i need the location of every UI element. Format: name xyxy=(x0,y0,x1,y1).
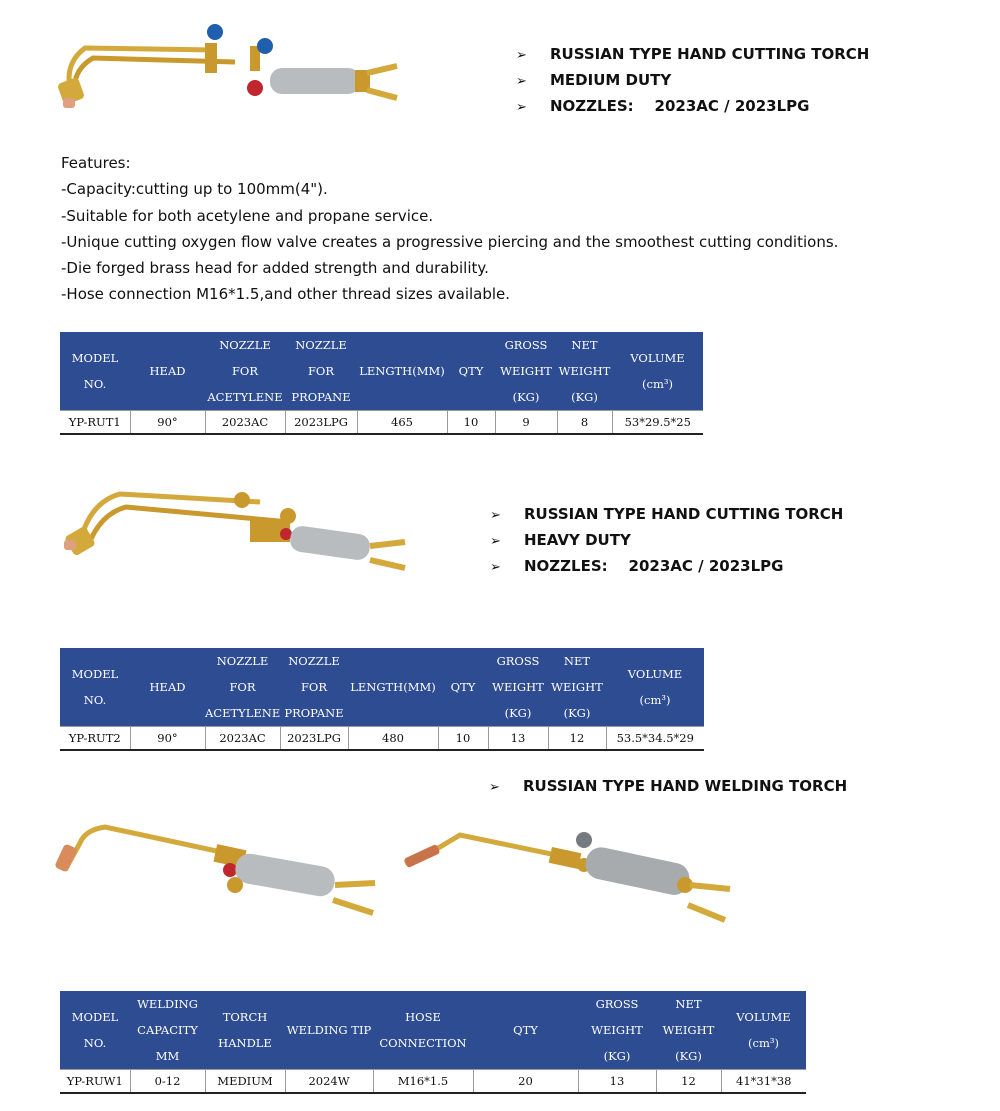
header-net-weight: NET WEIGHT (KG) xyxy=(548,648,606,727)
header-volume: VOLUME (cm³) xyxy=(721,991,806,1070)
cell-head: 90° xyxy=(130,411,205,435)
header-net-weight: NET WEIGHT (KG) xyxy=(557,332,612,411)
cell-nozzle-acetylene: 2023AC xyxy=(205,727,280,751)
cell-net-weight: 8 xyxy=(557,411,612,435)
bullet-item: ➢ RUSSIAN TYPE HAND CUTTING TORCH xyxy=(516,41,869,67)
header-torch-handle: TORCH HANDLE xyxy=(205,991,285,1070)
arrow-icon: ➢ xyxy=(516,74,527,89)
product3-bullets xyxy=(489,773,847,799)
spec-table-ruw1 xyxy=(60,991,806,1094)
cell-gross-weight: 9 xyxy=(495,411,557,435)
spec-table-rut1 xyxy=(60,332,703,435)
cell-model: YP-RUW1 xyxy=(60,1070,130,1094)
header-gross-weight: GROSS WEIGHT (KG) xyxy=(495,332,557,411)
cell-welding-capacity: 0-12 xyxy=(130,1070,205,1094)
feature-item: -Hose connection M16*1.5,and other thread sizes available. xyxy=(61,285,511,304)
arrow-icon: ➢ xyxy=(490,534,501,549)
table-row xyxy=(60,1070,806,1094)
table-header-row xyxy=(60,648,704,727)
cell-net-weight: 12 xyxy=(656,1070,721,1094)
feature-item: -Unique cutting oxygen flow valve creates a progressive piercing and the smoothest cutting conditions. xyxy=(61,232,839,251)
feature-item: -Suitable for both acetylene and propane service. xyxy=(61,206,434,225)
header-gross-weight: GROSS WEIGHT (KG) xyxy=(488,648,548,727)
bullet-item: ➢ HEAVY DUTY xyxy=(490,527,843,553)
bullet-item: ➢ NOZZLES: 2023AC / 2023LPG xyxy=(490,553,843,579)
cell-volume: 41*31*38 xyxy=(721,1070,806,1094)
bullet-item: ➢ RUSSIAN TYPE HAND WELDING TORCH xyxy=(489,773,847,799)
product2-bullets xyxy=(490,501,843,579)
cell-net-weight: 12 xyxy=(548,727,606,751)
features-title: Features: xyxy=(61,154,131,172)
product1-bullets xyxy=(516,41,869,119)
arrow-icon: ➢ xyxy=(489,780,500,795)
header-head: HEAD xyxy=(130,648,205,727)
spec-table-rut2 xyxy=(60,648,704,751)
header-model: MODEL NO. xyxy=(60,332,130,411)
cell-nozzle-propane: 2023LPG xyxy=(280,727,348,751)
cell-qty: 10 xyxy=(438,727,488,751)
feature-item: -Die forged brass head for added strength and durability. xyxy=(61,259,489,278)
header-welding-tip: WELDING TIP xyxy=(285,991,373,1070)
welding-torch-image-2 xyxy=(400,805,740,940)
cell-torch-handle: MEDIUM xyxy=(205,1070,285,1094)
header-qty: QTY xyxy=(447,332,495,411)
cell-welding-tip: 2024W xyxy=(285,1070,373,1094)
cell-gross-weight: 13 xyxy=(488,727,548,751)
arrow-icon: ➢ xyxy=(516,48,527,63)
cell-model: YP-RUT1 xyxy=(60,411,130,435)
cell-nozzle-propane: 2023LPG xyxy=(285,411,357,435)
cell-hose-connection: M16*1.5 xyxy=(373,1070,473,1094)
table-row xyxy=(60,727,704,751)
table-row xyxy=(60,411,703,435)
bullet-item: ➢ NOZZLES: 2023AC / 2023LPG xyxy=(516,93,869,119)
header-gross-weight: GROSS WEIGHT (KG) xyxy=(578,991,656,1070)
header-length: LENGTH(MM) xyxy=(348,648,438,727)
header-model: MODEL NO. xyxy=(60,991,130,1070)
header-nozzle-acetylene: NOZZLE FOR ACETYLENE xyxy=(205,648,280,727)
arrow-icon: ➢ xyxy=(490,508,501,523)
header-volume: VOLUME (cm³) xyxy=(606,648,704,727)
header-head: HEAD xyxy=(130,332,205,411)
table-header-row xyxy=(60,332,703,411)
header-volume: VOLUME (cm³) xyxy=(612,332,703,411)
header-qty: QTY xyxy=(473,991,578,1070)
header-nozzle-propane: NOZZLE FOR PROPANE xyxy=(280,648,348,727)
bullet-item: ➢ MEDIUM DUTY xyxy=(516,67,869,93)
cell-head: 90° xyxy=(130,727,205,751)
cutting-torch-heavy-image xyxy=(60,472,420,592)
table-header-row xyxy=(60,991,806,1070)
header-welding-capacity: WELDING CAPACITY MM xyxy=(130,991,205,1070)
header-nozzle-propane: NOZZLE FOR PROPANE xyxy=(285,332,357,411)
cell-model: YP-RUT2 xyxy=(60,727,130,751)
features-list xyxy=(61,150,838,308)
arrow-icon: ➢ xyxy=(516,100,527,115)
cell-volume: 53*29.5*25 xyxy=(612,411,703,435)
header-nozzle-acetylene: NOZZLE FOR ACETYLENE xyxy=(205,332,285,411)
cell-gross-weight: 13 xyxy=(578,1070,656,1094)
header-qty: QTY xyxy=(438,648,488,727)
cutting-torch-medium-image xyxy=(55,18,415,118)
header-model: MODEL NO. xyxy=(60,648,130,727)
cell-length: 480 xyxy=(348,727,438,751)
welding-torch-image-1 xyxy=(55,805,385,925)
cell-length: 465 xyxy=(357,411,447,435)
bullet-item: ➢ RUSSIAN TYPE HAND CUTTING TORCH xyxy=(490,501,843,527)
cell-qty: 10 xyxy=(447,411,495,435)
header-net-weight: NET WEIGHT (KG) xyxy=(656,991,721,1070)
cell-qty: 20 xyxy=(473,1070,578,1094)
header-hose-connection: HOSE CONNECTION xyxy=(373,991,473,1070)
feature-item: -Capacity:cutting up to 100mm(4"). xyxy=(61,180,328,199)
cell-volume: 53.5*34.5*29 xyxy=(606,727,704,751)
arrow-icon: ➢ xyxy=(490,560,501,575)
header-length: LENGTH(MM) xyxy=(357,332,447,411)
cell-nozzle-acetylene: 2023AC xyxy=(205,411,285,435)
